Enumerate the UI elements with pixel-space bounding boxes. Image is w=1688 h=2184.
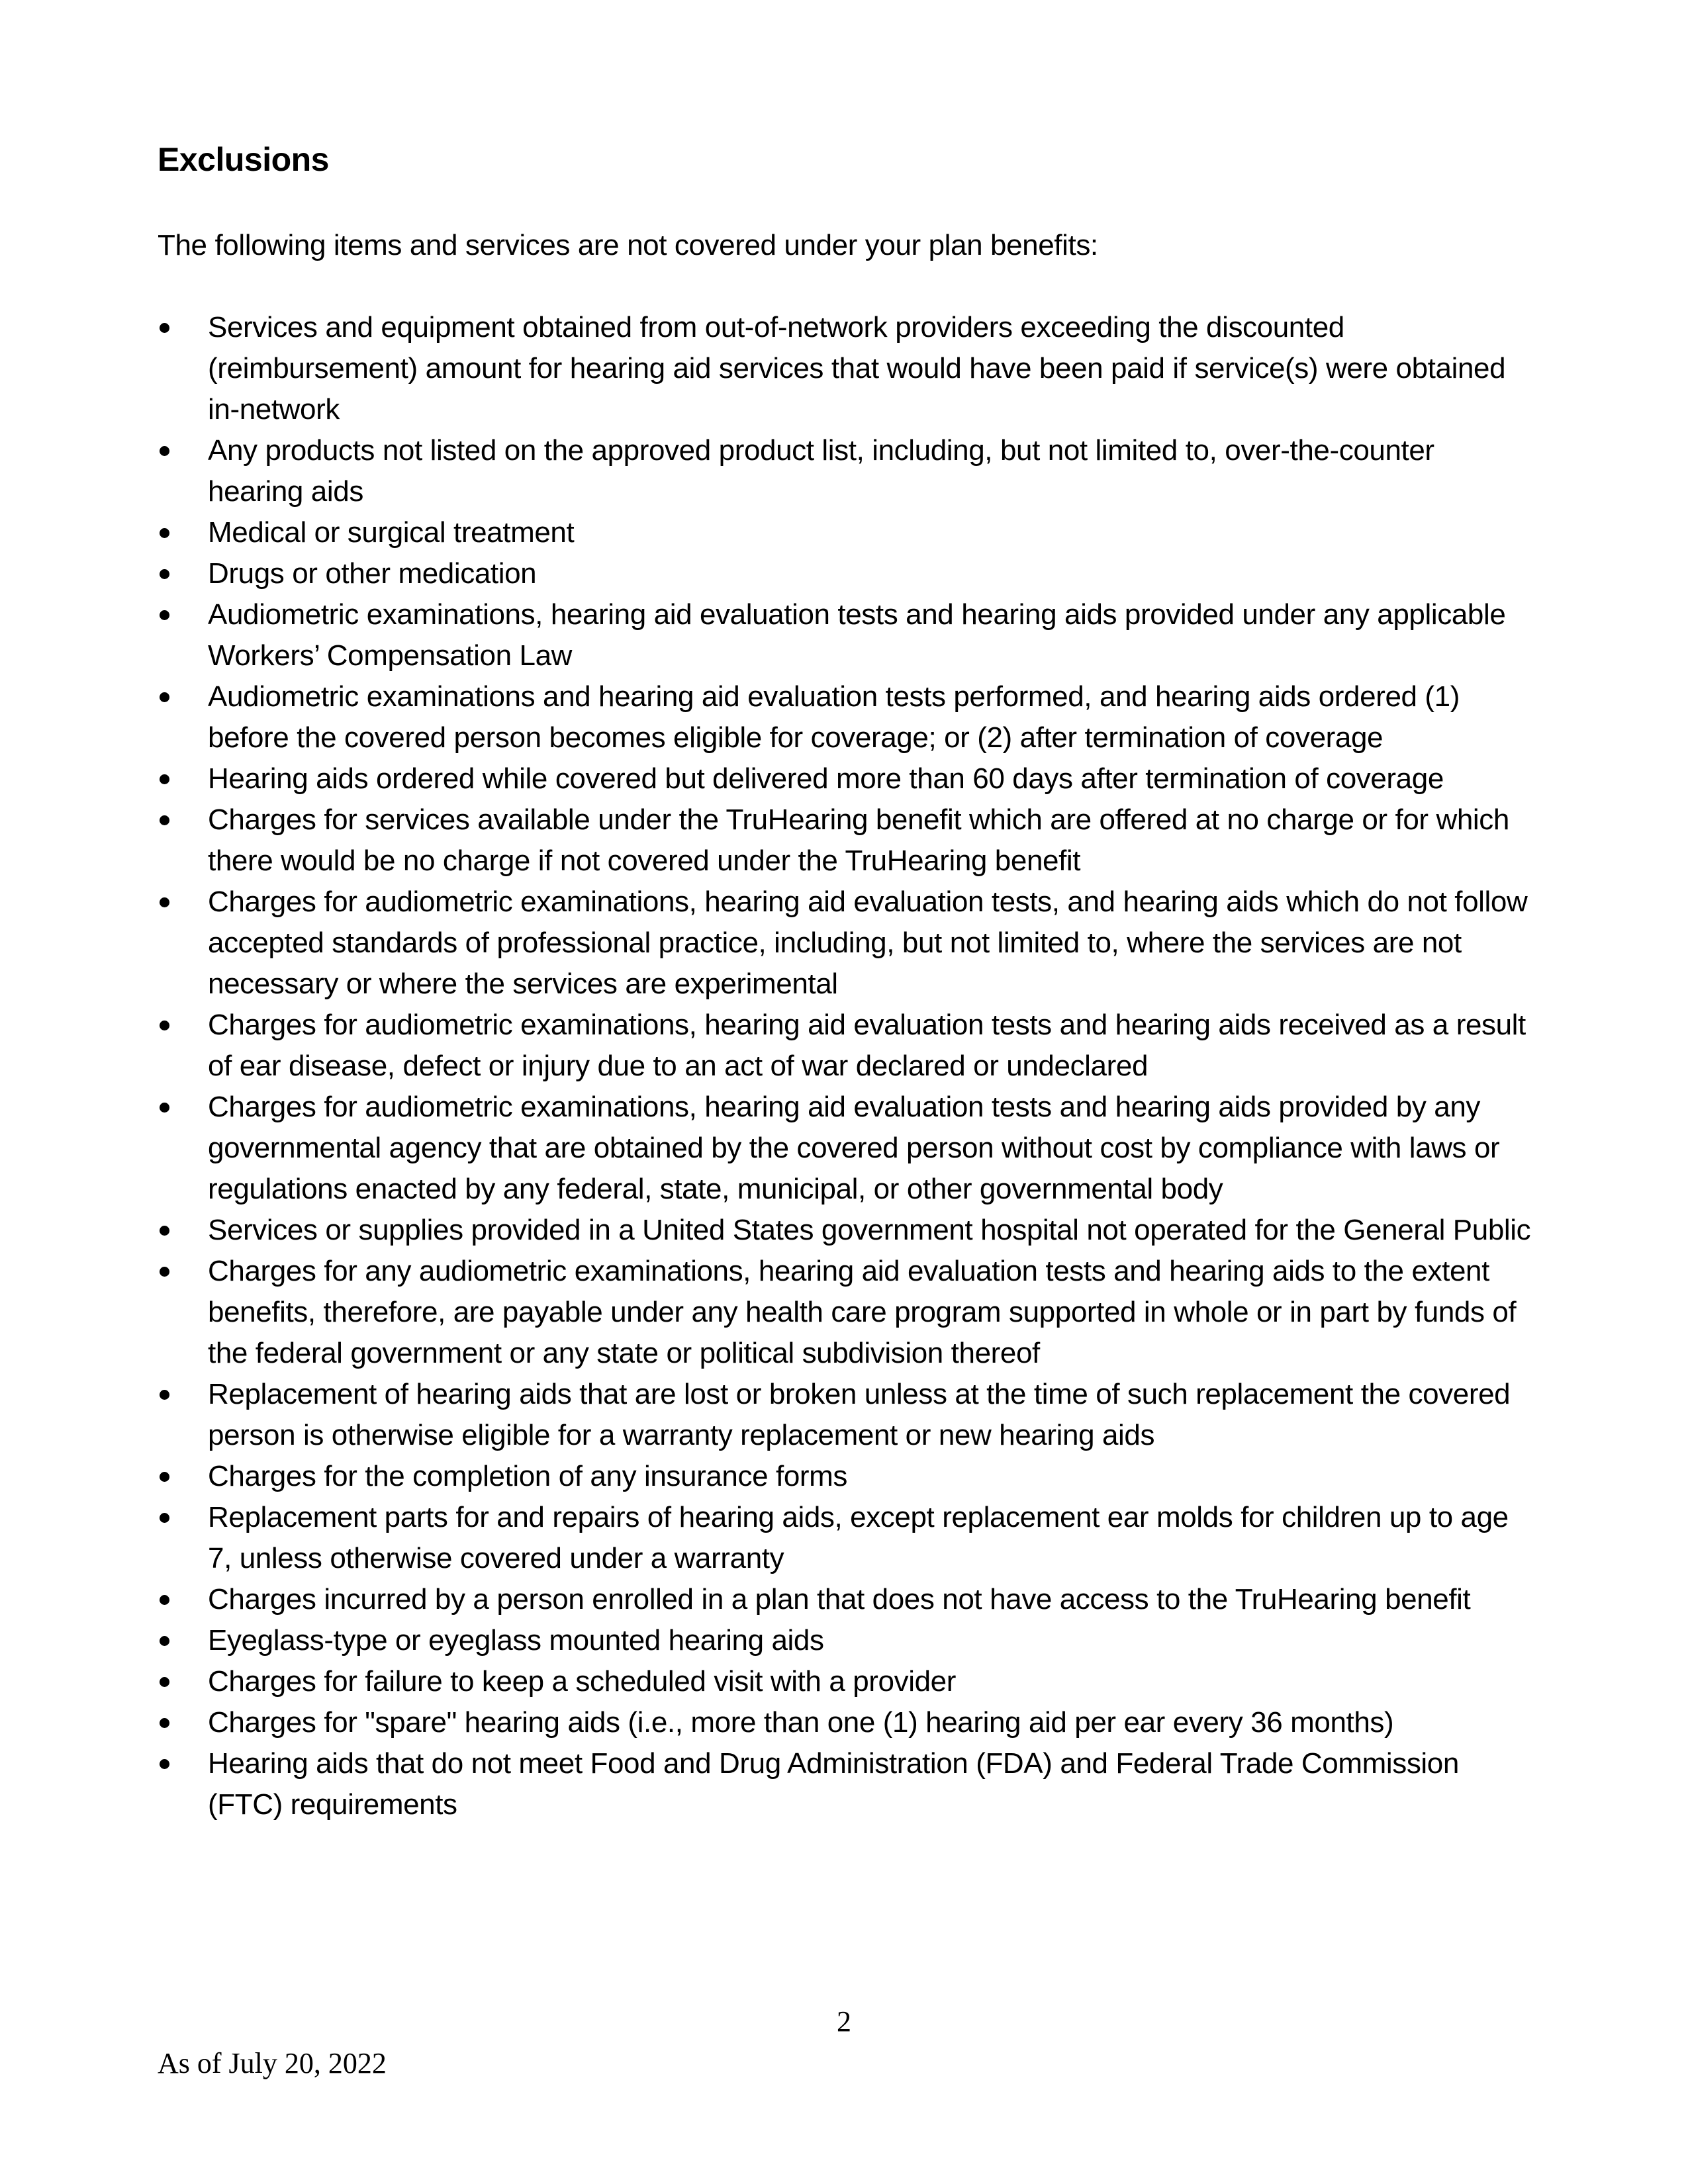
list-item bbox=[158, 430, 1534, 512]
bullet-icon bbox=[160, 1226, 169, 1236]
list-item bbox=[158, 1251, 1534, 1374]
list-item-text: Charges for failure to keep a scheduled visit with a provider bbox=[208, 1665, 956, 1698]
list-item bbox=[158, 799, 1534, 882]
bullet-icon bbox=[160, 1513, 169, 1523]
bullet-icon bbox=[160, 569, 169, 579]
bullet-icon bbox=[160, 446, 169, 456]
list-item-text: Medical or surgical treatment bbox=[208, 516, 575, 549]
bullet-icon bbox=[160, 1718, 169, 1728]
list-item-text: Services and equipment obtained from out-of-network providers exceeding the discounted (reimbursement) amount for hearing aid services that would have been paid if service(s) were obtained in-network bbox=[208, 311, 1506, 426]
bullet-icon bbox=[160, 774, 169, 784]
bullet-icon bbox=[160, 1390, 169, 1400]
bullet-icon bbox=[160, 897, 169, 907]
list-item bbox=[158, 1620, 1534, 1661]
page-number: 2 bbox=[837, 2005, 851, 2038]
bullet-icon bbox=[160, 1595, 169, 1605]
bullet-icon bbox=[160, 1636, 169, 1646]
list-item bbox=[158, 1087, 1534, 1210]
bullet-icon bbox=[160, 528, 169, 538]
list-item bbox=[158, 882, 1534, 1005]
list-item bbox=[158, 594, 1534, 676]
bullet-icon bbox=[160, 1267, 169, 1277]
list-item bbox=[158, 1661, 1534, 1702]
list-item bbox=[158, 1374, 1534, 1456]
list-item-text: Drugs or other medication bbox=[208, 557, 537, 590]
bullet-icon bbox=[160, 610, 169, 620]
list-item-text: Charges incurred by a person enrolled in a plan that does not have access to the TruHearing benefit bbox=[208, 1583, 1471, 1615]
bullet-icon bbox=[160, 692, 169, 702]
bullet-icon bbox=[160, 1759, 169, 1769]
list-item-text: Replacement of hearing aids that are lost or broken unless at the time of such replacement the covered person is otherwise eligible for a warranty replacement or new hearing aids bbox=[208, 1378, 1511, 1451]
footer-date: As of July 20, 2022 bbox=[158, 2047, 387, 2079]
list-item-text: Eyeglass-type or eyeglass mounted hearing aids bbox=[208, 1624, 824, 1657]
bullet-icon bbox=[160, 1472, 169, 1482]
intro-text: The following items and services are not covered under your plan benefits: bbox=[158, 229, 1098, 261]
list-item bbox=[158, 1702, 1534, 1743]
list-item bbox=[158, 553, 1534, 594]
list-item-text: Charges for any audiometric examinations, hearing aid evaluation tests and hearing aids to the extent benefits, therefore, are payable under any health care program supported in whole or in part by funds of the federal government or any state or political subdivision thereof bbox=[208, 1255, 1517, 1369]
list-item-text: Charges for audiometric examinations, hearing aid evaluation tests and hearing aids provided by any governmental agency that are obtained by the covered person without cost by compliance with laws or regulations enacted by any federal, state, municipal, or other governmental body bbox=[208, 1091, 1500, 1205]
list-item bbox=[158, 307, 1534, 430]
list-item-text: Any products not listed on the approved product list, including, but not limited to, over-the-counter hearing aids bbox=[208, 434, 1434, 508]
list-item-text: Charges for audiometric examinations, hearing aid evaluation tests and hearing aids received as a result of ear disease, defect or injury due to an act of war declared or undeclared bbox=[208, 1009, 1526, 1082]
list-item bbox=[158, 1456, 1534, 1497]
bullet-icon bbox=[160, 1103, 169, 1113]
page-title: Exclusions bbox=[158, 141, 329, 178]
list-item-text: Charges for the completion of any insurance forms bbox=[208, 1460, 847, 1492]
list-item-text: Charges for services available under the TruHearing benefit which are offered at no charge or for which there would be no charge if not covered under the TruHearing benefit bbox=[208, 803, 1509, 877]
list-item bbox=[158, 512, 1534, 553]
list-item-text: Audiometric examinations and hearing aid evaluation tests performed, and hearing aids ordered (1) before the covered person becomes eligible for coverage; or (2) after termination of coverage bbox=[208, 680, 1460, 754]
list-item bbox=[158, 1005, 1534, 1087]
list-item bbox=[158, 1743, 1534, 1825]
list-item bbox=[158, 676, 1534, 758]
bullet-icon bbox=[160, 1021, 169, 1030]
list-item-text: Services or supplies provided in a United States government hospital not operated for the General Public bbox=[208, 1214, 1531, 1246]
list-item-text: Charges for "spare" hearing aids (i.e., more than one (1) hearing aid per ear every 36 months) bbox=[208, 1706, 1394, 1739]
bullet-icon bbox=[160, 323, 169, 333]
list-item bbox=[158, 758, 1534, 799]
exclusions-list bbox=[158, 307, 1534, 1825]
list-item-text: Hearing aids that do not meet Food and Drug Administration (FDA) and Federal Trade Commission (FTC) requirements bbox=[208, 1747, 1459, 1821]
bullet-icon bbox=[160, 1677, 169, 1687]
list-item bbox=[158, 1579, 1534, 1620]
list-item-text: Charges for audiometric examinations, hearing aid evaluation tests, and hearing aids which do not follow accepted standards of professional practice, including, but not limited to, where the services are not necessary or where the services are experimental bbox=[208, 886, 1528, 1000]
list-item-text: Replacement parts for and repairs of hearing aids, except replacement ear molds for children up to age 7, unless otherwise covered under a warranty bbox=[208, 1501, 1509, 1574]
list-item bbox=[158, 1497, 1534, 1579]
bullet-icon bbox=[160, 815, 169, 825]
list-item bbox=[158, 1210, 1534, 1251]
list-item-text: Hearing aids ordered while covered but delivered more than 60 days after termination of coverage bbox=[208, 762, 1444, 795]
list-item-text: Audiometric examinations, hearing aid evaluation tests and hearing aids provided under any applicable Workers’ Compensation Law bbox=[208, 598, 1506, 672]
